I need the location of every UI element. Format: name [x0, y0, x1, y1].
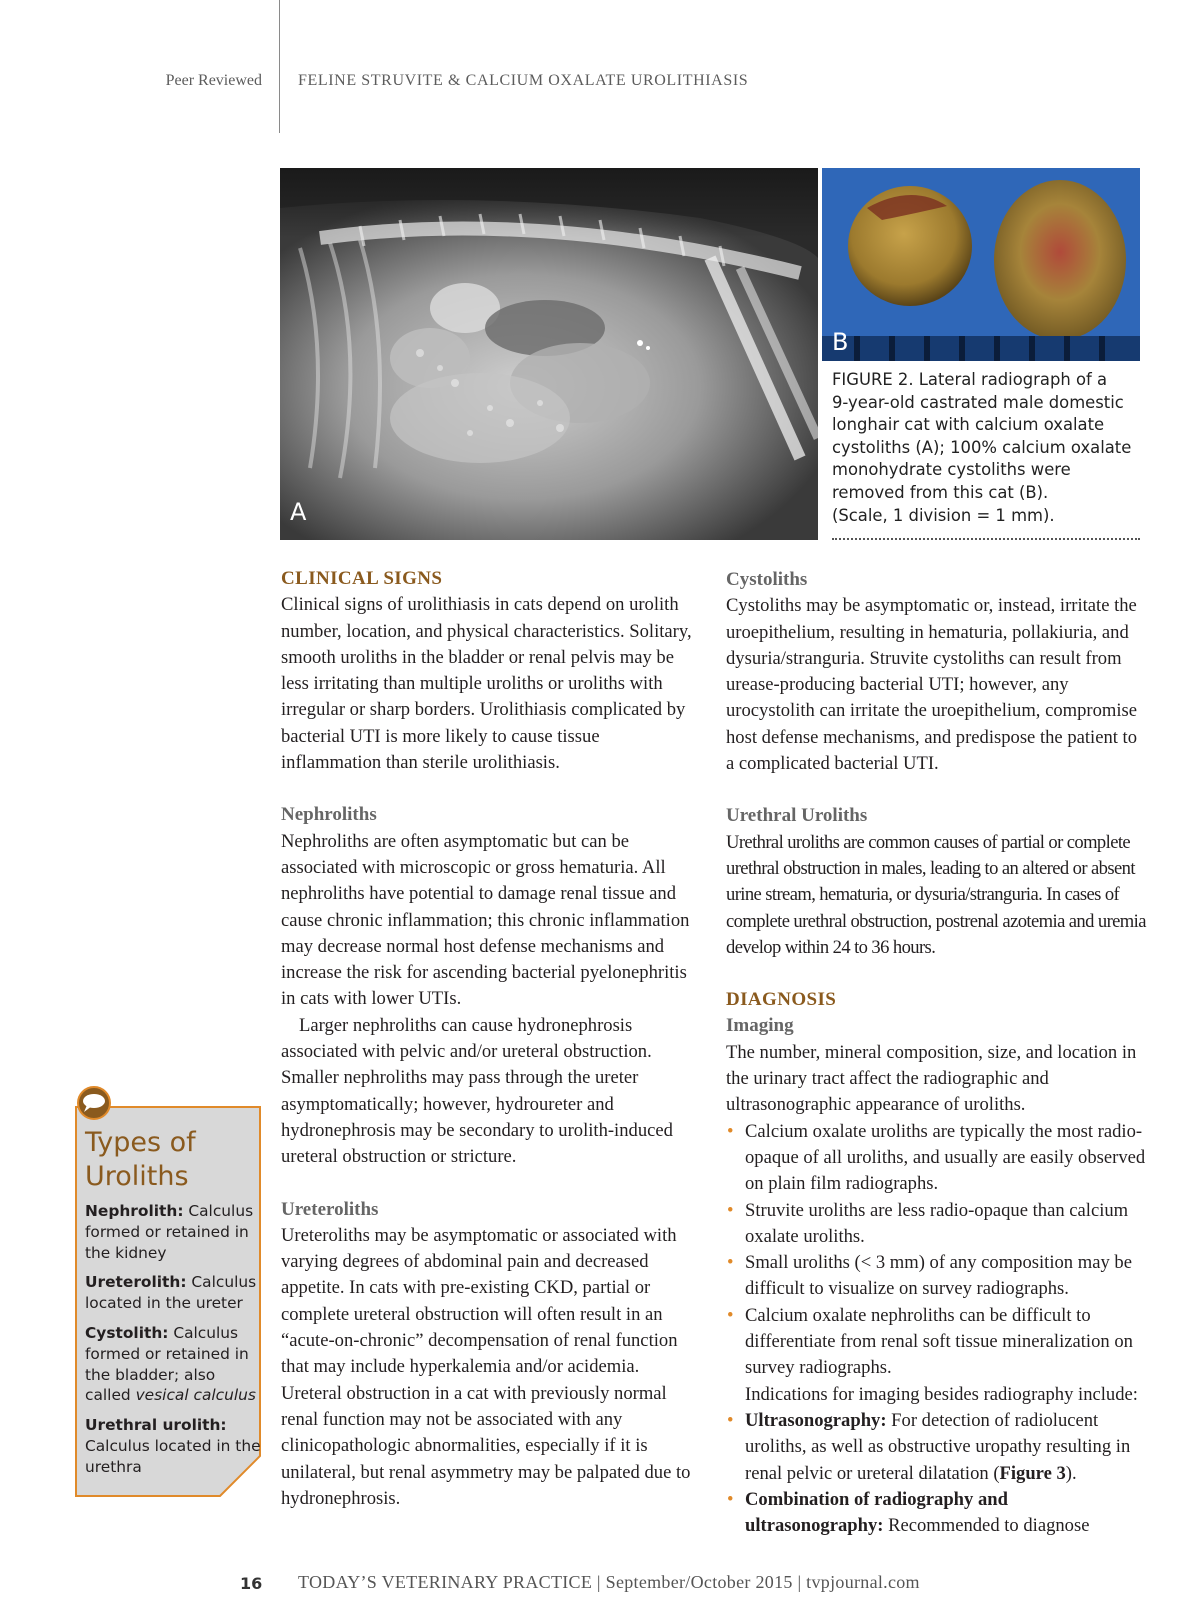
- indications-intro: Indications for imaging besides radiography include:: [745, 1383, 1138, 1405]
- figure-2-cystoliths-photo: [822, 168, 1140, 361]
- definition-item: [85, 1201, 263, 1263]
- indication-label: Ultrasonography:: [745, 1409, 887, 1431]
- definition-text: Calculus formed or retained in the bladder; also called: [85, 1323, 249, 1405]
- column-left: [281, 566, 701, 1512]
- running-head-section: Peer Reviewed: [165, 72, 262, 89]
- heading-cystoliths: Cystoliths: [726, 569, 808, 590]
- list-item: • Calcium oxalate uroliths are typically the most radio-opaque of all uroliths, and usually are easily observed on plain film radiographs.: [726, 1119, 1146, 1198]
- definition-item: [85, 1323, 263, 1406]
- running-head-title: FELINE STRUVITE & CALCIUM OXALATE UROLITHIASIS: [298, 72, 749, 89]
- definition-term: Nephrolith:: [85, 1202, 184, 1220]
- heading-imaging: Imaging: [726, 1015, 794, 1037]
- list-item: [726, 1487, 1146, 1540]
- running-head-divider: [279, 0, 280, 133]
- list-item: • Struvite uroliths are less radio-opaque than calcium oxalate uroliths.: [726, 1198, 1146, 1251]
- sidebar-title-line: Types of: [85, 1127, 196, 1158]
- publication-footer: TODAY’S VETERINARY PRACTICE | September/October 2015 | tvpjournal.com: [298, 1572, 920, 1592]
- figure-reference: Figure 3: [999, 1462, 1066, 1484]
- heading-ureteroliths: Ureteroliths: [281, 1198, 379, 1220]
- caption-line: removed from this cat (B).: [832, 482, 1049, 502]
- definition-term: Ureterolith:: [85, 1273, 187, 1292]
- heading-nephroliths: Nephroliths: [281, 804, 377, 826]
- heading-urethral-uroliths: Urethral Uroliths: [726, 805, 868, 827]
- caption-line: longhair cat with calcium oxalate: [832, 415, 1105, 435]
- nephroliths-text-1: Nephroliths are often asymptomatic but can be associated with microscopic or gross hematuria. All nephroliths have potential to damage renal tissue and cause chronic inflammation; this chronic inflammation may decrease normal host defense mechanisms and increase the risk for ascending bacterial pyelonephritis in cats with lower UTIs.: [281, 830, 690, 1010]
- sidebar-title: [85, 1126, 261, 1194]
- indication-label: Combination of radiography and ultrasonography:: [745, 1488, 1008, 1537]
- definition-term: Cystolith:: [85, 1323, 169, 1342]
- clinical-signs-text: Clinical signs of urolithiasis in cats depend on urolith number, location, and physical characteristics. Solitary, smooth uroliths in the bladder or renal pelvis may be less irritating than multiple uroliths or uroliths with irregular or sharp borders. Urolithiasis complicated by bacterial UTI is more likely to cause tissue inflammation than sterile urolithiasis.: [281, 594, 692, 774]
- indication-text-end: ).: [1065, 1462, 1077, 1484]
- panel-b-letter: B: [832, 328, 849, 356]
- caption-line: cystoliths (A); 100% calcium oxalate: [832, 437, 1132, 457]
- panel-a-letter: A: [290, 498, 307, 526]
- column-right: [726, 567, 1146, 1539]
- caption-dotted-rule: [832, 538, 1140, 540]
- sidebar-definitions: [85, 1201, 263, 1487]
- figure-2-radiograph-image: [280, 168, 818, 540]
- imaging-bullet-list: [726, 1119, 1146, 1382]
- figure-caption: [832, 369, 1140, 527]
- definition-emphasis: vesical calculus: [135, 1386, 256, 1405]
- definition-item: [85, 1415, 263, 1477]
- speech-bubble-icon: [75, 1086, 113, 1122]
- sidebar-types-of-uroliths: [75, 1106, 261, 1497]
- definition-text: Calculus located in the urethra: [85, 1436, 261, 1476]
- caption-line: monohydrate cystoliths were: [832, 460, 1071, 480]
- heading-diagnosis: DIAGNOSIS: [726, 989, 837, 1011]
- heading-clinical-signs: CLINICAL SIGNS: [281, 568, 443, 589]
- page-number: 16: [240, 1574, 263, 1593]
- list-item: • Small uroliths (< 3 mm) of any composition may be difficult to visualize on survey radiographs.: [726, 1250, 1146, 1303]
- caption-line: FIGURE 2. Lateral radiograph of a: [832, 370, 1108, 389]
- ureteroliths-text: Ureteroliths may be asymptomatic or associated with varying degrees of abdominal pain and decreased appetite. In cats with pre-existing CKD, partial or complete ureteral obstruction will often result in an “acute-on-chronic” decompensation of renal function that may include hyperkalemia and/or acidemia. Ureteral obstruction in a cat with previously normal renal function may not be associated with any clinicopathologic abnormalities, especially if it is unilateral, but renal asymmetry may be palpated due to hydronephrosis.: [281, 1224, 691, 1509]
- nephroliths-text-2: Larger nephroliths can cause hydronephrosis associated with pelvic and/or ureteral obstruction. Smaller nephroliths may pass through the ureter asymptomatically; however, hydroureter and hydronephrosis may be secondary to urolith-induced ureteral obstruction or stricture.: [281, 1014, 673, 1168]
- indications-list: [726, 1408, 1146, 1539]
- urethral-uroliths-text: Urethral uroliths are common causes of partial or complete urethral obstruction in males, leading to an altered or absent urine stream, hematuria, or dysuria/stranguria. In cases of complete urethral obstruction, postrenal azotemia and uremia develop within 24 to 36 hours.: [726, 831, 1146, 958]
- definition-item: [85, 1272, 263, 1314]
- cystoliths-text: Cystoliths may be asymptomatic or, instead, irritate the uroepithelium, resulting in hematuria, pollakiuria, and dysuria/stranguria. Struvite cystoliths can result from urease-producing bacterial UTI; however, any urocystolith can irritate the uroepithelium, compromise host defense mechanisms, and predispose the patient to a complicated bacterial UTI.: [726, 595, 1138, 775]
- imaging-text: The number, mineral composition, size, and location in the urinary tract affect the radiographic and ultrasonographic appearance of uroliths.: [726, 1041, 1137, 1116]
- caption-line: (Scale, 1 division = 1 mm).: [832, 505, 1055, 525]
- list-item: • Calcium oxalate nephroliths can be difficult to differentiate from renal soft tissue mineralization on survey radiographs.: [726, 1303, 1146, 1382]
- definition-term: Urethral urolith:: [85, 1416, 227, 1435]
- definition-text: Calculus located in the ureter: [85, 1273, 257, 1313]
- definition-text: Calculus formed or retained in the kidney: [85, 1202, 254, 1262]
- sidebar-title-line: Uroliths: [85, 1161, 189, 1192]
- indication-text: Recommended to diagnose: [883, 1515, 1090, 1537]
- indication-text: For detection of radiolucent uroliths, as well as obstructive uropathy resulting in renal pelvic or ureteral dilatation (: [745, 1409, 1131, 1484]
- list-item: [726, 1408, 1146, 1487]
- caption-line: 9-year-old castrated male domestic: [832, 392, 1124, 412]
